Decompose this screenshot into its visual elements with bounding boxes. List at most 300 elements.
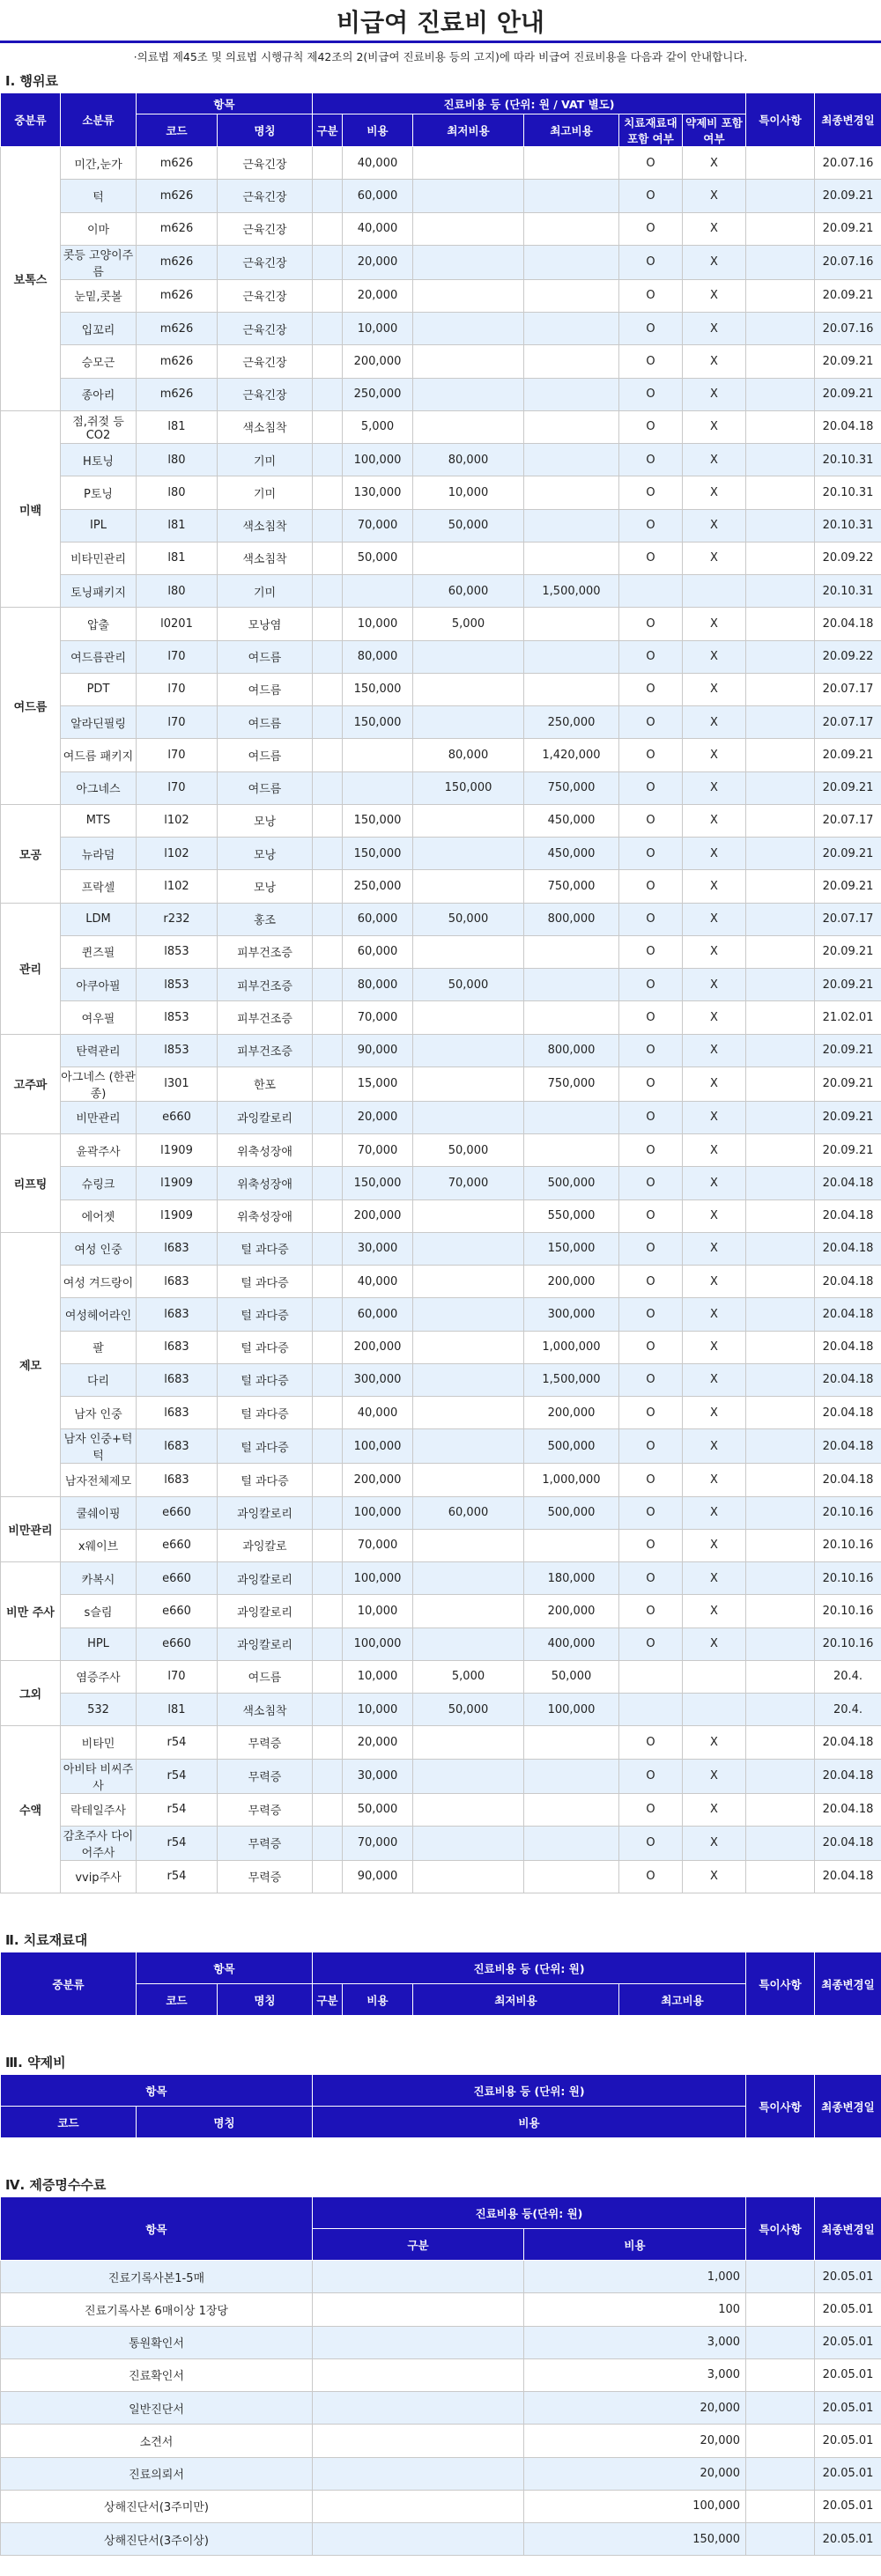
header-date: 최종변경일 xyxy=(815,2075,881,2138)
table-row xyxy=(1,1726,881,1759)
max-cost xyxy=(524,279,619,312)
max-cost: 500,000 xyxy=(524,1496,619,1529)
material-included: O xyxy=(619,1860,683,1893)
min-cost xyxy=(413,870,524,903)
table-row xyxy=(1,903,881,935)
header-item: 항목 xyxy=(137,1952,313,1984)
note xyxy=(746,1232,815,1265)
last-modified: 20.05.01 xyxy=(815,2392,881,2425)
code: l683 xyxy=(137,1397,218,1429)
material-included: O xyxy=(619,1001,683,1034)
max-cost: 1,420,000 xyxy=(524,739,619,771)
note xyxy=(746,838,815,870)
code: l853 xyxy=(137,1034,218,1067)
code: l81 xyxy=(137,1694,218,1726)
header-cost-group: 진료비용 등 (단위: 원) xyxy=(313,2075,746,2107)
diagnosis-name: 무력증 xyxy=(218,1726,313,1759)
gubun xyxy=(313,1529,343,1561)
major-category: 관리 xyxy=(1,903,61,1034)
note xyxy=(746,444,815,476)
diagnosis-name: 근육긴장 xyxy=(218,147,313,180)
header-cost: 비용 xyxy=(313,2107,746,2138)
drug-included: X xyxy=(683,771,746,804)
min-cost xyxy=(413,180,524,212)
note xyxy=(746,313,815,345)
material-included: O xyxy=(619,1496,683,1529)
code: l80 xyxy=(137,575,218,608)
max-cost: 750,000 xyxy=(524,771,619,804)
material-included: O xyxy=(619,1628,683,1660)
min-cost xyxy=(413,1266,524,1298)
gubun xyxy=(313,2358,524,2391)
min-cost xyxy=(413,804,524,837)
gubun xyxy=(313,2490,524,2522)
table-row xyxy=(1,1001,881,1034)
material-included: O xyxy=(619,345,683,378)
diagnosis-name: 위축성장애 xyxy=(218,1134,313,1167)
section-title-drugs: Ⅲ. 약제비 xyxy=(5,2055,66,2070)
diagnosis-name: 털 과다증 xyxy=(218,1298,313,1331)
header-name: 명칭 xyxy=(137,2107,313,2138)
table-row xyxy=(1,1298,881,1331)
materials-table xyxy=(0,1952,881,2016)
note xyxy=(746,903,815,935)
gubun xyxy=(313,509,343,542)
max-cost: 100,000 xyxy=(524,1694,619,1726)
table-row xyxy=(1,1694,881,1726)
table-row xyxy=(1,2358,881,2391)
last-modified: 20.10.16 xyxy=(815,1595,881,1628)
table-row xyxy=(1,2293,881,2326)
sub-category: 미간,눈가 xyxy=(61,147,137,180)
note xyxy=(746,1429,815,1464)
table-row xyxy=(1,1464,881,1496)
material-included xyxy=(619,1660,683,1693)
diagnosis-name: 피부건조증 xyxy=(218,1001,313,1034)
note xyxy=(746,378,815,410)
diagnosis-name: 피부건조증 xyxy=(218,1034,313,1067)
material-included xyxy=(619,1694,683,1726)
note xyxy=(746,1167,815,1199)
gubun xyxy=(313,1726,343,1759)
drug-included: X xyxy=(683,313,746,345)
major-category: 보톡스 xyxy=(1,147,61,411)
gubun xyxy=(313,870,343,903)
note xyxy=(746,1860,815,1893)
cost: 100,000 xyxy=(524,2490,746,2522)
max-cost xyxy=(524,378,619,410)
min-cost xyxy=(413,1826,524,1860)
cost: 20,000 xyxy=(343,1726,413,1759)
min-cost xyxy=(413,1562,524,1595)
major-category: 여드름 xyxy=(1,608,61,805)
sub-category: 콧등 고양이주름 xyxy=(61,245,137,279)
note xyxy=(746,1726,815,1759)
gubun xyxy=(313,1397,343,1429)
section-title-procedures: Ⅰ. 행위료 xyxy=(5,73,58,89)
last-modified: 20.10.31 xyxy=(815,476,881,509)
table-row xyxy=(1,378,881,410)
header-min: 최저비용 xyxy=(413,1984,619,2016)
sub-category: 아그네스 xyxy=(61,771,137,804)
last-modified: 20.05.01 xyxy=(815,2261,881,2293)
cost: 50,000 xyxy=(343,542,413,574)
diagnosis-name: 모낭염 xyxy=(218,608,313,640)
sub-category: PDT xyxy=(61,673,137,705)
last-modified: 20.09.21 xyxy=(815,378,881,410)
major-category: 비만관리 xyxy=(1,1496,61,1562)
diagnosis-name: 모낭 xyxy=(218,870,313,903)
max-cost xyxy=(524,212,619,245)
material-included: O xyxy=(619,1726,683,1759)
last-modified: 20.09.22 xyxy=(815,640,881,673)
max-cost: 450,000 xyxy=(524,804,619,837)
note xyxy=(746,1529,815,1561)
header-cost: 비용 xyxy=(343,1984,413,2016)
cost: 90,000 xyxy=(343,1860,413,1893)
cost: 70,000 xyxy=(343,1134,413,1167)
drug-included: X xyxy=(683,608,746,640)
header-note: 특이사항 xyxy=(746,93,815,147)
min-cost xyxy=(413,345,524,378)
note xyxy=(746,2326,815,2358)
last-modified: 20.07.17 xyxy=(815,903,881,935)
drug-included: X xyxy=(683,542,746,574)
code: l853 xyxy=(137,969,218,1001)
max-cost xyxy=(524,640,619,673)
note xyxy=(746,1034,815,1067)
last-modified: 20.04.18 xyxy=(815,1167,881,1199)
table-row xyxy=(1,804,881,837)
sub-category: s슬림 xyxy=(61,1595,137,1628)
last-modified: 20.04.18 xyxy=(815,1397,881,1429)
sub-category: 여드름 패키지 xyxy=(61,739,137,771)
cost: 100,000 xyxy=(343,444,413,476)
code: e660 xyxy=(137,1529,218,1561)
gubun xyxy=(313,739,343,771)
last-modified: 20.04.18 xyxy=(815,1429,881,1464)
drug-included: X xyxy=(683,903,746,935)
table-row xyxy=(1,640,881,673)
header-cost: 비용 xyxy=(343,114,413,147)
max-cost: 200,000 xyxy=(524,1397,619,1429)
header-cost: 비용 xyxy=(524,2229,746,2261)
gubun xyxy=(313,2392,524,2425)
max-cost: 180,000 xyxy=(524,1562,619,1595)
material-included: O xyxy=(619,673,683,705)
major-category: 비만 주사 xyxy=(1,1562,61,1661)
max-cost xyxy=(524,313,619,345)
last-modified: 20.4. xyxy=(815,1660,881,1693)
certificate-name: 상해진단서(3주이상) xyxy=(1,2523,313,2556)
certificate-name: 상해진단서(3주미만) xyxy=(1,2490,313,2522)
gubun xyxy=(313,1759,343,1793)
material-included xyxy=(619,575,683,608)
drug-included: X xyxy=(683,1429,746,1464)
last-modified: 20.09.21 xyxy=(815,279,881,312)
last-modified: 20.04.18 xyxy=(815,1860,881,1893)
max-cost: 200,000 xyxy=(524,1266,619,1298)
diagnosis-name: 위축성장애 xyxy=(218,1199,313,1232)
table-row xyxy=(1,1034,881,1067)
gubun xyxy=(313,1860,343,1893)
sub-category: 남자 인중+턱턱 xyxy=(61,1429,137,1464)
cost: 20,000 xyxy=(343,1101,413,1133)
material-included: O xyxy=(619,476,683,509)
note xyxy=(746,935,815,968)
note xyxy=(746,180,815,212)
procedures-table xyxy=(0,92,881,1893)
cost: 30,000 xyxy=(343,1759,413,1793)
diagnosis-name: 여드름 xyxy=(218,640,313,673)
gubun xyxy=(313,1199,343,1232)
gubun xyxy=(313,1464,343,1496)
last-modified: 20.04.18 xyxy=(815,1363,881,1396)
table-row xyxy=(1,2326,881,2358)
table-row xyxy=(1,1067,881,1101)
gubun xyxy=(313,1101,343,1133)
header-note: 특이사항 xyxy=(746,2075,815,2138)
diagnosis-name: 털 과다증 xyxy=(218,1464,313,1496)
code: l80 xyxy=(137,444,218,476)
material-included: O xyxy=(619,903,683,935)
table-row xyxy=(1,1793,881,1826)
code: r232 xyxy=(137,903,218,935)
major-category: 모공 xyxy=(1,804,61,903)
code: e660 xyxy=(137,1496,218,1529)
code: m626 xyxy=(137,212,218,245)
code: e660 xyxy=(137,1628,218,1660)
cost: 20,000 xyxy=(343,245,413,279)
min-cost xyxy=(413,1759,524,1793)
drug-included: X xyxy=(683,1397,746,1429)
sub-category: 비타민관리 xyxy=(61,542,137,574)
note xyxy=(746,739,815,771)
sub-category: 압출 xyxy=(61,608,137,640)
material-included: O xyxy=(619,212,683,245)
drug-included: X xyxy=(683,212,746,245)
header-name: 명칭 xyxy=(218,1984,313,2016)
code: r54 xyxy=(137,1793,218,1826)
note xyxy=(746,1101,815,1133)
max-cost: 250,000 xyxy=(524,706,619,739)
max-cost: 1,000,000 xyxy=(524,1331,619,1363)
header-drug: 약제비 포함 여부 xyxy=(683,114,746,147)
table-row xyxy=(1,1363,881,1396)
last-modified: 20.09.22 xyxy=(815,542,881,574)
diagnosis-name: 기미 xyxy=(218,444,313,476)
major-category: 미백 xyxy=(1,410,61,608)
code: l683 xyxy=(137,1429,218,1464)
min-cost xyxy=(413,378,524,410)
header-date: 최종변경일 xyxy=(815,1952,881,2016)
sub-category: 종아리 xyxy=(61,378,137,410)
min-cost xyxy=(413,1232,524,1265)
min-cost: 10,000 xyxy=(413,476,524,509)
cost: 200,000 xyxy=(343,1331,413,1363)
max-cost: 400,000 xyxy=(524,1628,619,1660)
certificate-name: 일반진단서 xyxy=(1,2392,313,2425)
max-cost xyxy=(524,509,619,542)
table-row xyxy=(1,870,881,903)
cost: 100 xyxy=(524,2293,746,2326)
max-cost: 450,000 xyxy=(524,838,619,870)
gubun xyxy=(313,1363,343,1396)
drug-included: X xyxy=(683,1496,746,1529)
header-code: 코드 xyxy=(1,2107,137,2138)
diagnosis-name: 과잉칼로리 xyxy=(218,1628,313,1660)
last-modified: 20.07.17 xyxy=(815,804,881,837)
gubun xyxy=(313,1266,343,1298)
table-row xyxy=(1,212,881,245)
gubun xyxy=(313,838,343,870)
cost: 150,000 xyxy=(343,804,413,837)
cost: 50,000 xyxy=(343,1793,413,1826)
min-cost xyxy=(413,1101,524,1133)
cost: 20,000 xyxy=(524,2457,746,2490)
drug-included xyxy=(683,1694,746,1726)
material-included: O xyxy=(619,1067,683,1101)
cost: 10,000 xyxy=(343,608,413,640)
note xyxy=(746,1331,815,1363)
cost: 5,000 xyxy=(343,410,413,443)
table-row xyxy=(1,509,881,542)
header-cost-group: 진료비용 등 (단위: 원) xyxy=(313,1952,746,1984)
code: l70 xyxy=(137,739,218,771)
drug-included: X xyxy=(683,476,746,509)
table-row xyxy=(1,345,881,378)
max-cost xyxy=(524,476,619,509)
sub-category: 팔 xyxy=(61,1331,137,1363)
max-cost xyxy=(524,1726,619,1759)
diagnosis-name: 근육긴장 xyxy=(218,245,313,279)
page-title: 비급여 진료비 안내 xyxy=(337,8,544,37)
drug-included: X xyxy=(683,1628,746,1660)
sub-category: 쿨쉐이핑 xyxy=(61,1496,137,1529)
last-modified: 20.04.18 xyxy=(815,1826,881,1860)
min-cost: 50,000 xyxy=(413,969,524,1001)
table-row xyxy=(1,1331,881,1363)
cost: 200,000 xyxy=(343,1199,413,1232)
diagnosis-name: 과잉칼로리 xyxy=(218,1562,313,1595)
gubun xyxy=(313,313,343,345)
gubun xyxy=(313,771,343,804)
material-included: O xyxy=(619,1793,683,1826)
diagnosis-name: 과잉칼로 xyxy=(218,1529,313,1561)
code: l1909 xyxy=(137,1134,218,1167)
diagnosis-name: 색소침착 xyxy=(218,1694,313,1726)
max-cost: 750,000 xyxy=(524,1067,619,1101)
sub-category: P토닝 xyxy=(61,476,137,509)
sub-category: 입꼬리 xyxy=(61,313,137,345)
diagnosis-name: 털 과다증 xyxy=(218,1429,313,1464)
certificate-name: 진료기록사본1-5매 xyxy=(1,2261,313,2293)
material-included: O xyxy=(619,706,683,739)
cost: 150,000 xyxy=(343,673,413,705)
sub-category: 슈링크 xyxy=(61,1167,137,1199)
drug-included: X xyxy=(683,147,746,180)
material-included: O xyxy=(619,1331,683,1363)
max-cost: 800,000 xyxy=(524,903,619,935)
cost: 150,000 xyxy=(524,2523,746,2556)
drug-included: X xyxy=(683,1529,746,1561)
last-modified: 20.07.16 xyxy=(815,313,881,345)
header-item: 항목 xyxy=(1,2197,313,2261)
table-row xyxy=(1,1826,881,1860)
cost: 300,000 xyxy=(343,1363,413,1396)
diagnosis-name: 색소침착 xyxy=(218,542,313,574)
sub-category: 남자전체제모 xyxy=(61,1464,137,1496)
code: e660 xyxy=(137,1562,218,1595)
table-row xyxy=(1,2457,881,2490)
last-modified: 20.09.21 xyxy=(815,838,881,870)
min-cost xyxy=(413,1397,524,1429)
code: l70 xyxy=(137,706,218,739)
table-row xyxy=(1,706,881,739)
sub-category: HPL xyxy=(61,1628,137,1660)
diagnosis-name: 색소침착 xyxy=(218,410,313,443)
certificates-table xyxy=(0,2196,881,2556)
code: l80 xyxy=(137,476,218,509)
cost: 20,000 xyxy=(343,279,413,312)
table-row xyxy=(1,935,881,968)
gubun xyxy=(313,1034,343,1067)
diagnosis-name: 과잉칼로리 xyxy=(218,1496,313,1529)
sub-category: 승모근 xyxy=(61,345,137,378)
drug-included: X xyxy=(683,935,746,968)
code: l0201 xyxy=(137,608,218,640)
last-modified: 20.09.21 xyxy=(815,1101,881,1133)
material-included: O xyxy=(619,313,683,345)
material-included: O xyxy=(619,870,683,903)
material-included: O xyxy=(619,1826,683,1860)
drugs-table xyxy=(0,2074,881,2138)
gubun xyxy=(313,1595,343,1628)
last-modified: 20.09.21 xyxy=(815,969,881,1001)
max-cost xyxy=(524,1101,619,1133)
cost: 10,000 xyxy=(343,1595,413,1628)
gubun xyxy=(313,212,343,245)
code: l683 xyxy=(137,1363,218,1396)
max-cost xyxy=(524,1793,619,1826)
gubun xyxy=(313,1694,343,1726)
last-modified: 20.09.21 xyxy=(815,1067,881,1101)
code: l70 xyxy=(137,640,218,673)
min-cost: 50,000 xyxy=(413,509,524,542)
material-included: O xyxy=(619,969,683,1001)
header-cost-group: 진료비용 등(단위: 원) xyxy=(313,2197,746,2229)
last-modified: 20.10.16 xyxy=(815,1562,881,1595)
gubun xyxy=(313,575,343,608)
table-row xyxy=(1,1562,881,1595)
drug-included: X xyxy=(683,1232,746,1265)
material-included: O xyxy=(619,1134,683,1167)
gubun xyxy=(313,640,343,673)
gubun xyxy=(313,1562,343,1595)
drug-included xyxy=(683,575,746,608)
min-cost xyxy=(413,1199,524,1232)
material-included: O xyxy=(619,1232,683,1265)
header-date: 최종변경일 xyxy=(815,2197,881,2261)
material-included: O xyxy=(619,1595,683,1628)
min-cost: 50,000 xyxy=(413,1694,524,1726)
code: l102 xyxy=(137,870,218,903)
gubun xyxy=(313,1167,343,1199)
code: l102 xyxy=(137,838,218,870)
sub-category: 여드름관리 xyxy=(61,640,137,673)
diagnosis-name: 기미 xyxy=(218,575,313,608)
min-cost xyxy=(413,279,524,312)
